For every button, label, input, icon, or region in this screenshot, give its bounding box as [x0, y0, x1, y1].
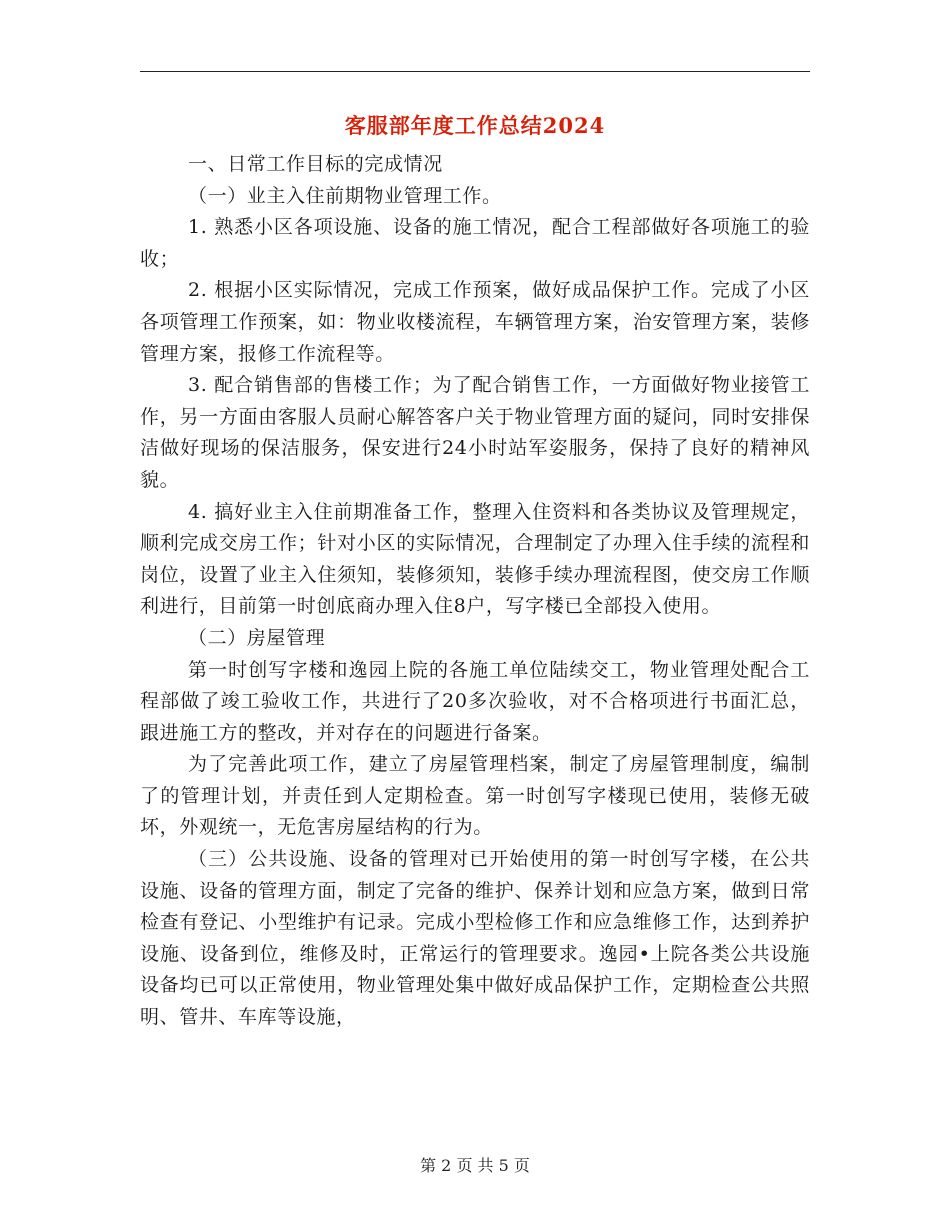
body-paragraph: 第一时创写字楼和逸园上院的各施工单位陆续交工，物业管理处配合工程部做了竣工验收工作，共进行了20多次验收，对不合格项进行书面汇总，跟进施工方的整改，并对存在的问题进行备案。: [140, 658, 810, 744]
body-paragraph: （三）公共设施、设备的管理对已开始使用的第一时创写字楼，在公共设施、设备的管理方面，制定了完备的维护、保养计划和应急方案，做到日常检查有登记、小型维护有记录。完成小型检修工作和应急维修工作，达到养护设施、设备到位，维修及时，正常运行的管理要求。逸园•上院各类公共设施设备均已可以正常使用，物业管理处集中做好成品保护工作，定期检查公共照明、管井、车库等设施，: [140, 848, 810, 1029]
page-number: 第 2 页 共 5 页: [420, 1156, 530, 1175]
body-paragraph: 1. 熟悉小区各项设施、设备的施工情况，配合工程部做好各项施工的验收；: [140, 216, 810, 270]
section-heading-1: 一、日常工作目标的完成情况: [188, 153, 443, 175]
body-paragraph: 为了完善此项工作，建立了房屋管理档案，制定了房屋管理制度，编制了的管理计划，并责任到人定期检查。第一时创写字楼现已使用，装修无破坏，外观统一，无危害房屋结构的行为。: [140, 753, 810, 839]
subsection-heading-1: （一）业主入住前期物业管理工作。: [188, 184, 502, 207]
body-paragraph: 3. 配合销售部的售楼工作；为了配合销售工作，一方面做好物业接管工作，另一方面由客服人员耐心解答客户关于物业管理方面的疑问，同时安排保洁做好现场的保洁服务，保安进行24小时站军姿服务，保持了良好的精神风貌。: [140, 374, 810, 491]
header-rule: [140, 71, 810, 72]
subsection-heading-2: （二）房屋管理: [188, 626, 326, 649]
document-title: 客服部年度工作总结2024: [344, 113, 606, 138]
body-paragraph: 4. 搞好业主入住前期准备工作，整理入住资料和各类协议及管理规定，顺利完成交房工作；针对小区的实际情况，合理制定了办理入住手续的流程和岗位，设置了业主入住须知，装修须知，装修手续办理流程图，使交房工作顺利进行，目前第一时创底商办理入住8户，写字楼已全部投入使用。: [140, 500, 810, 618]
document-body: [140, 149, 810, 1034]
body-paragraph: 2. 根据小区实际情况，完成工作预案，做好成品保护工作。完成了小区各项管理工作预案，如：物业收楼流程，车辆管理方案，治安管理方案，装修管理方案，报修工作流程等。: [140, 279, 810, 365]
